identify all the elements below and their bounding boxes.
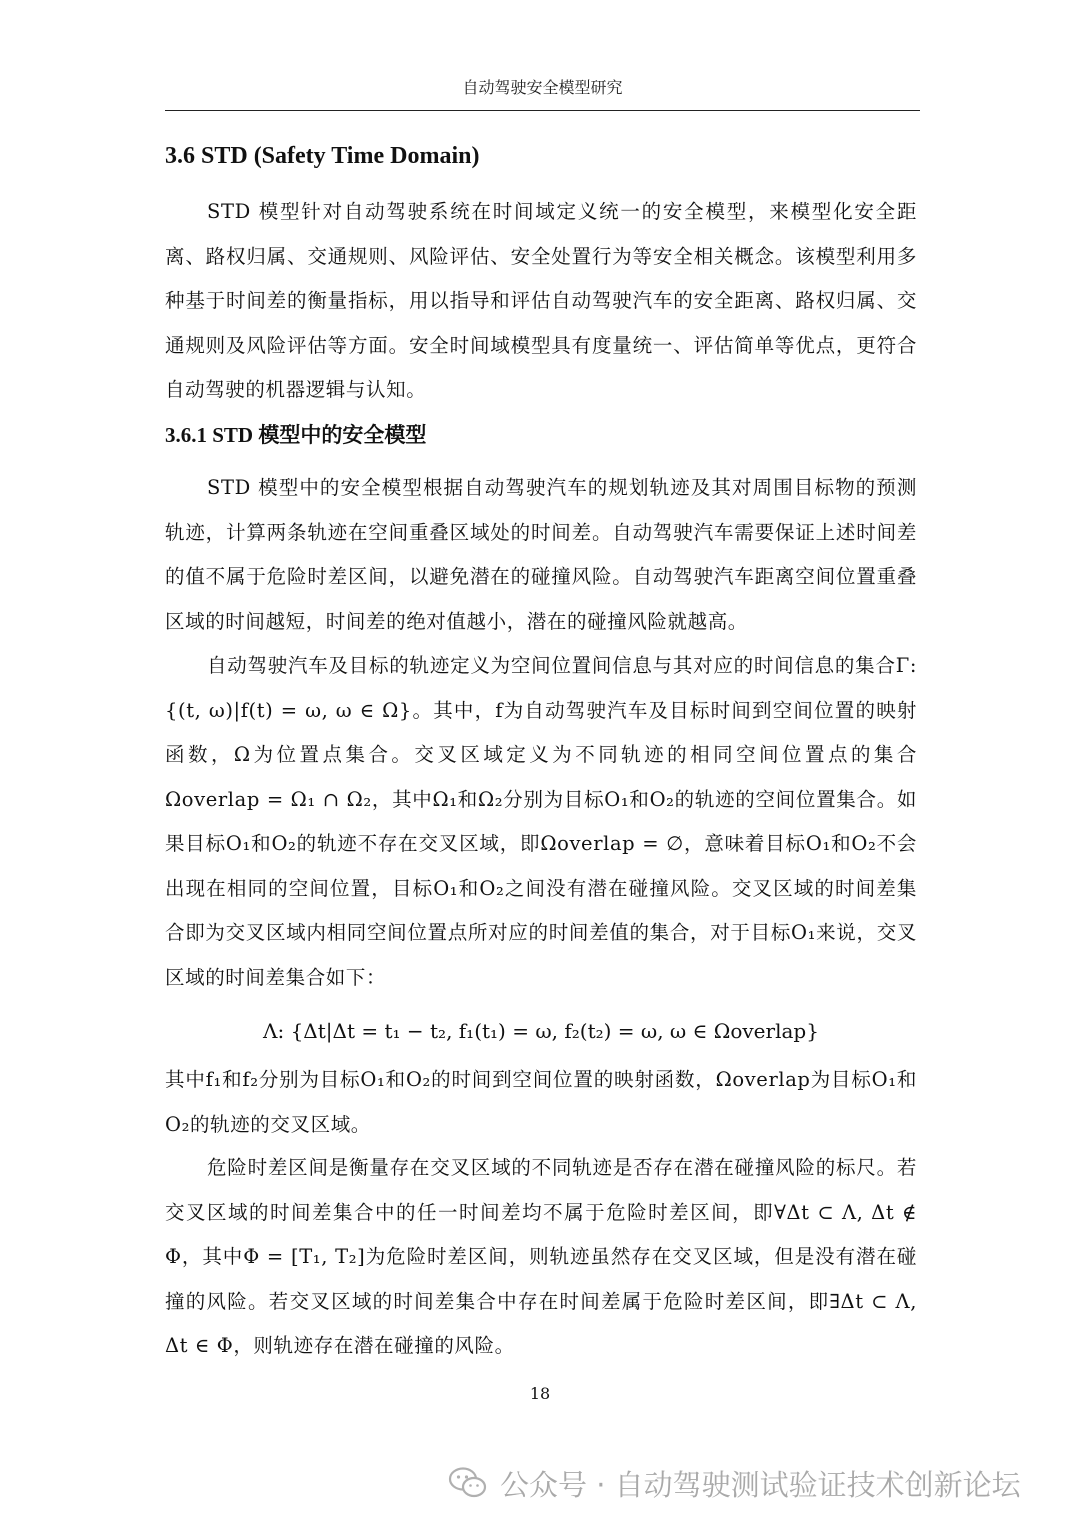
section-title: 3.6 STD (Safety Time Domain) xyxy=(165,143,480,169)
wechat-icon xyxy=(448,1466,488,1500)
paragraph-formula-explanation: 其中f₁和f₂分别为目标O₁和O₂的时间到空间位置的映射函数，Ωoverlap为目标O₁和O₂的轨迹的交叉区域。 xyxy=(165,1068,917,1136)
running-title: 自动驾驶安全模型研究 xyxy=(462,78,623,97)
paragraph-danger-interval: 危险时差区间是衡量存在交叉区域的不同轨迹是否存在潜在碰撞风险的标尺。若交叉区域的时间差集合中的任一时间差均不属于危险时差区间，即∀Δt ⊂ Λ, Δt ∉ Φ，其中Φ = [T₁, T₂]为危险时差区间，则轨迹虽然存在交叉区域，但是没有潜在碰撞的风险。若交叉区域的时间差集合中存在时间差属于危险时差区间，即∃Δt ⊂ Λ, Δt ∈ Φ，则轨迹存在潜在碰撞的风险。 xyxy=(165,1156,924,1357)
paragraph-intro: STD 模型针对自动驾驶系统在时间域定义统一的安全模型，来模型化安全距离、路权归属、交通规则、风险评估、安全处置行为等安全相关概念。该模型利用多种基于时间差的衡量指标，用以指导和评估自动驾驶汽车的安全距离、路权归属、交通规则及风险评估等方面。安全时间域模型具有度量统一、评估简单等优点，更符合自动驾驶的机器逻辑与认知。 xyxy=(165,200,917,401)
formula-time-difference-set: Λ: {Δt|Δt = t₁ − t₂, f₁(t₁) = ω, f₂(t₂) = ω, ω ∈ Ωoverlap} xyxy=(263,1019,819,1043)
running-header xyxy=(165,74,920,111)
subsection-title: 3.6.1 STD 模型中的安全模型 xyxy=(165,423,427,447)
page-number: 18 xyxy=(529,1384,551,1403)
watermark xyxy=(448,1458,1021,1508)
paragraph-trajectory-definition: 自动驾驶汽车及目标的轨迹定义为空间位置间信息与其对应的时间信息的集合Γ: {(t, ω)|f(t) = ω, ω ∈ Ω}。其中，f为自动驾驶汽车及目标时间到空间位置的映射函数，Ω为位置点集合。交叉区域定义为不同轨迹的相同空间位置点的集合Ωoverlap = Ω₁ ∩ Ω₂，其中Ω₁和Ω₂分别为目标O₁和O₂的轨迹的空间位置集合。如果目标O₁和O₂的轨迹不存在交叉区域，即Ωoverlap = ∅，意味着目标O₁和O₂不会出现在相同的空间位置，目标O₁和O₂之间没有潜在碰撞风险。交叉区域的时间差集合即为交叉区域内相同空间位置点所对应的时间差值的集合，对于目标O₁来说，交叉区域的时间差集合如下： xyxy=(165,654,924,989)
paragraph-safety-model: STD 模型中的安全模型根据自动驾驶汽车的规划轨迹及其对周围目标物的预测轨迹，计算两条轨迹在空间重叠区域处的时间差。自动驾驶汽车需要保证上述时间差的值不属于危险时差区间，以避免潜在的碰撞风险。自动驾驶汽车距离空间位置重叠区域的时间越短，时间差的绝对值越小，潜在的碰撞风险就越高。 xyxy=(165,476,917,633)
watermark-text: 公众号 · 自动驾驶测试验证技术创新论坛 xyxy=(500,1467,1021,1502)
